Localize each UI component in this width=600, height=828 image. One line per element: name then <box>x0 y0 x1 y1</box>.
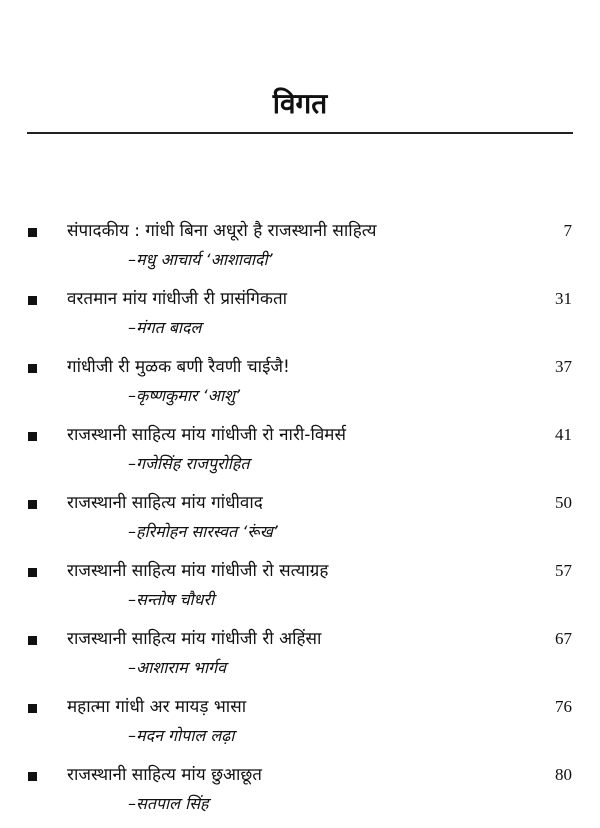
square-bullet-icon <box>28 704 37 713</box>
entry-page-number: 76 <box>555 697 572 716</box>
entry-author: –मदन गोपाल लढ़ा <box>128 726 235 745</box>
entry-page-number: 37 <box>555 357 572 376</box>
square-bullet-icon <box>28 500 37 509</box>
entry-title: महात्मा गांधी अर मायड़ भासा <box>67 697 247 717</box>
toc-entry[interactable] <box>0 352 600 420</box>
entry-title: राजस्थानी साहित्य मांय गांधीजी रो नारी-विमर्स <box>67 425 346 445</box>
entry-title: राजस्थानी साहित्य मांय छुआछूत <box>67 765 262 785</box>
square-bullet-icon <box>28 568 37 577</box>
square-bullet-icon <box>28 364 37 373</box>
entry-title: राजस्थानी साहित्य मांय गांधीवाद <box>67 493 263 513</box>
entry-title: राजस्थानी साहित्य मांय गांधीजी रो सत्याग्रह <box>67 561 329 581</box>
entry-page-number: 41 <box>555 425 572 444</box>
table-of-contents <box>0 216 600 828</box>
entry-author: –गजेसिंह राजपुरोहित <box>128 454 250 473</box>
entry-author: –सन्तोष चौधरी <box>128 590 215 609</box>
entry-title: वरतमान मांय गांधीजी री प्रासंगिकता <box>67 289 288 309</box>
title-rule <box>27 132 573 134</box>
square-bullet-icon <box>28 772 37 781</box>
square-bullet-icon <box>28 432 37 441</box>
toc-entry[interactable] <box>0 488 600 556</box>
entry-author: –सतपाल सिंह <box>128 794 209 813</box>
toc-entry[interactable] <box>0 284 600 352</box>
toc-entry[interactable] <box>0 420 600 488</box>
entry-page-number: 7 <box>563 221 572 240</box>
entry-author: –हरिमोहन सारस्वत ‘रूंख’ <box>128 522 278 541</box>
page-title: विगत <box>272 87 328 120</box>
entry-title: गांधीजी री मुळक बणी रैवणी चाईजै! <box>67 357 290 377</box>
entry-author: –आशाराम भार्गव <box>128 658 227 677</box>
toc-entry[interactable] <box>0 624 600 692</box>
entry-page-number: 80 <box>555 765 572 784</box>
toc-entry[interactable] <box>0 760 600 828</box>
toc-entry[interactable] <box>0 216 600 284</box>
entry-author: –मंगत बादल <box>128 318 202 337</box>
square-bullet-icon <box>28 636 37 645</box>
square-bullet-icon <box>28 228 37 237</box>
entry-author: –कृष्णकुमार ‘आशु’ <box>128 386 241 405</box>
entry-author: –मधु आचार्य ‘आशावादी’ <box>128 250 273 269</box>
entry-title: राजस्थानी साहित्य मांय गांधीजी री अहिंसा <box>67 629 322 649</box>
entry-page-number: 57 <box>555 561 572 580</box>
entry-page-number: 31 <box>555 289 572 308</box>
square-bullet-icon <box>28 296 37 305</box>
entry-page-number: 67 <box>555 629 572 648</box>
entry-title: संपादकीय : गांधी बिना अधूरो है राजस्थानी साहित्य <box>67 221 377 241</box>
toc-entry[interactable] <box>0 556 600 624</box>
entry-page-number: 50 <box>555 493 572 512</box>
toc-entry[interactable] <box>0 692 600 760</box>
